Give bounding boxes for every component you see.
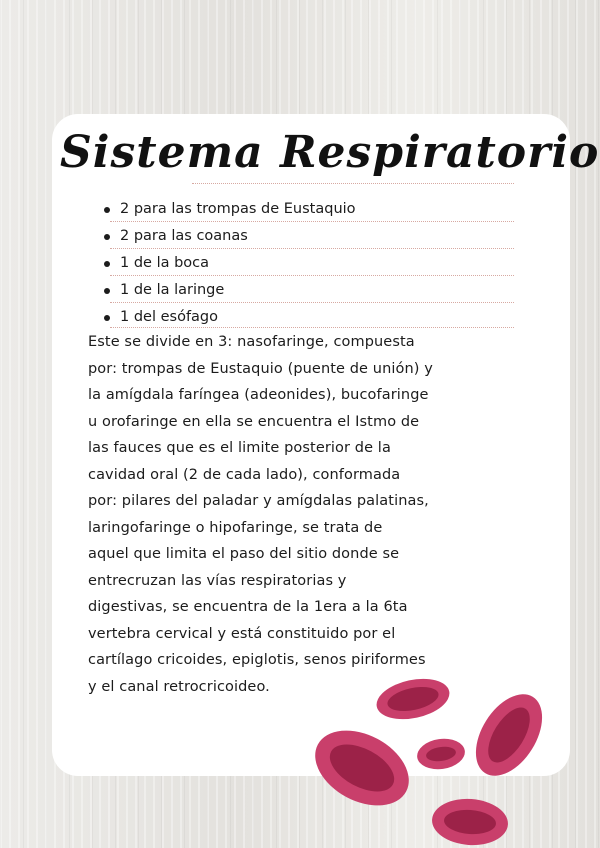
paragraph-line: laringofaringe o hipofaringe, se trata de [88, 519, 383, 536]
bullet-icon [104, 288, 110, 294]
paragraph-line: las fauces que es el limite posterior de la [88, 440, 391, 456]
paragraph-line: y el canal retrocricoideo. [88, 678, 270, 695]
bullet-icon [104, 207, 110, 213]
list-item-text: 2 para las coanas [120, 228, 248, 244]
list-item-text: 1 de la boca [120, 255, 210, 271]
list-item-text: 1 de la laringe [120, 282, 225, 298]
paragraph-line: aquel que limita el paso del sitio donde se [88, 546, 400, 562]
paragraph-line: digestivas, se encuentra de la 1era a la 6ta [88, 599, 408, 615]
body-paragraph [88, 329, 518, 700]
list-item [100, 304, 356, 331]
page-title: Sistema Respiratorio [60, 127, 600, 178]
paragraph-line: por: pilares del paladar y amígdalas palatinas, [88, 493, 429, 509]
list-item [100, 223, 356, 250]
paragraph-line: Este se divide en 3: nasofaringe, compuesta [88, 334, 415, 350]
list-item-text: 1 del esófago [120, 309, 219, 325]
paragraph-line: por: trompas de Eustaquio (puente de unión) y [88, 360, 433, 377]
list-item [100, 196, 356, 223]
bullet-icon [104, 261, 110, 267]
paragraph-line: vertebra cervical y está constituido por el [88, 625, 396, 642]
blood-cell-icon [430, 796, 509, 847]
bullet-icon [104, 315, 110, 321]
list-item [100, 250, 356, 277]
bullet-list [100, 196, 356, 331]
paragraph-line: cavidad oral (2 de cada lado), conformada [88, 466, 401, 483]
paragraph-line: u orofaringe en ella se encuentra el Istmo de [88, 413, 420, 430]
list-item [100, 277, 356, 304]
bullet-icon [104, 234, 110, 240]
rule-line [192, 183, 514, 184]
paragraph-line: cartílago cricoides, epiglotis, senos piriformes [88, 652, 426, 668]
list-item-text: 2 para las trompas de Eustaquio [120, 201, 356, 217]
paragraph-line: la amígdala faríngea (adeonides), bucofaringe [88, 387, 429, 403]
paragraph-line: entrecruzan las vías respiratorias y [88, 572, 347, 589]
